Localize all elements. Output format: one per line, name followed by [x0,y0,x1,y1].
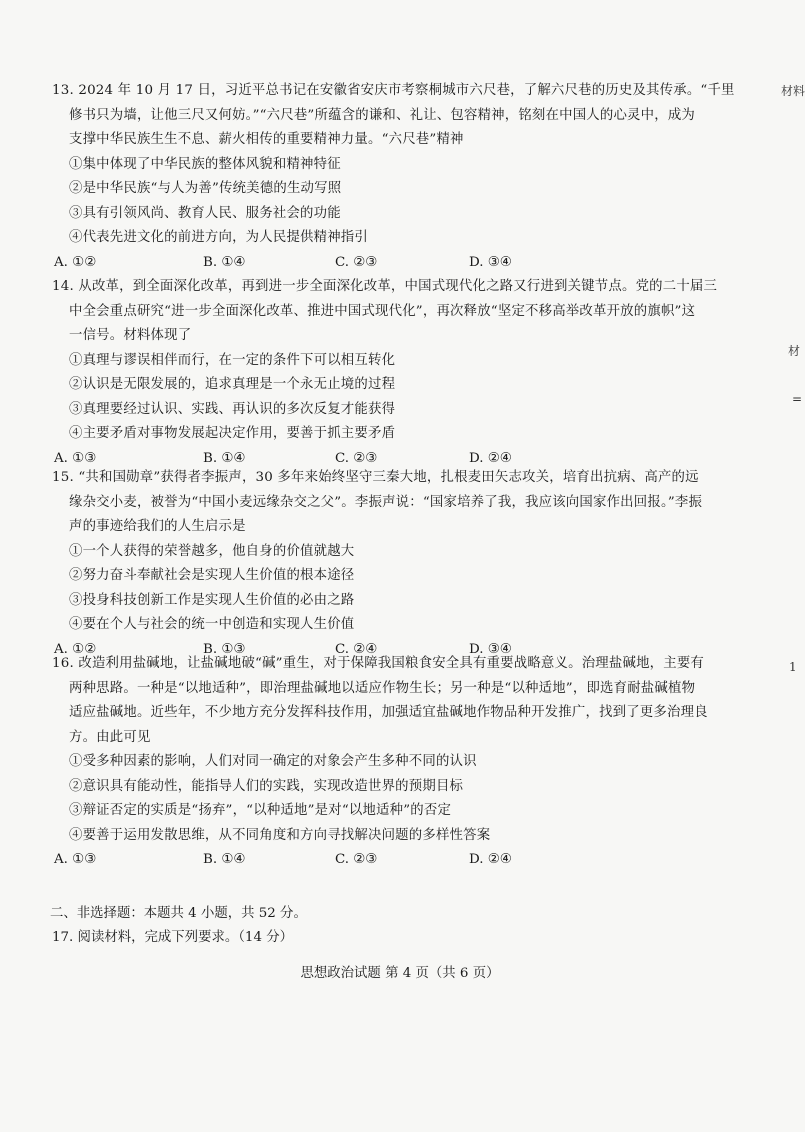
edge-mark-3: = [792,392,803,406]
statement-2: ②努力奋斗奉献社会是实现人生价值的根本途径 [69,568,355,583]
question-13-stem-line-1: 13. 2024 年 10 月 17 日，习近平总书记在安徽省安庆市考察桐城市六尺巷，了解六尺巷的历史及其传承。“千里 [52,83,735,98]
question-16 [52,652,708,873]
statement-1: ①受多种因素的影响，人们对同一确定的对象会产生多种不同的认识 [69,754,477,769]
statement-2: ②是中华民族“与人为善”传统美德的生动写照 [69,181,342,196]
question-17-prompt: 17. 阅读材料，完成下列要求。（14 分） [52,930,294,945]
question-13-stem-line-2: 修书只为墙，让他三尺又何妨。”“六尺巷”所蕴含的谦和、礼让、包容精神，铭刻在中国人的心灵中，成为 [69,107,696,123]
option-d[interactable]: D. ②④ [469,450,512,466]
option-c[interactable]: C. ②③ [335,450,378,466]
option-d[interactable]: D. ②④ [469,852,512,867]
question-15 [52,466,703,662]
statement-4: ④要善于运用发散思维，从不同角度和方向寻找解决问题的多样性答案 [69,827,491,843]
question-14-stem-line-3: 一信号。材料体现了 [69,328,192,343]
statement-2: ②认识是无限发展的，追求真理是一个永无止境的过程 [69,377,396,392]
question-15-stem-line-2: 缘杂交小麦，被誉为“中国小麦远缘杂交之父”。李振声说：“国家培养了我，我应该向国家作出回报。”李振 [69,494,703,510]
option-d[interactable]: D. ③④ [469,641,512,657]
option-c[interactable]: C. ②③ [335,254,378,270]
edge-mark-1: 材料 [781,84,805,98]
answer-options [52,848,692,873]
statement-4: ④主要矛盾对事物发展起决定作用，要善于抓主要矛盾 [69,426,396,441]
option-c[interactable]: C. ②④ [335,641,378,657]
statement-1: ①一个人获得的荣誉越多，他自身的价值就越大 [69,543,355,559]
question-13-stem-line-3: 支撑中华民族生生不息、薪火相传的重要精神力量。“六尺巷”精神 [69,132,464,147]
edge-mark-2: 材 [788,344,801,358]
statement-1: ①真理与谬误相伴而行，在一定的条件下可以相互转化 [69,352,396,368]
statement-1: ①集中体现了中华民族的整体风貌和精神特征 [69,156,341,172]
question-14 [52,275,718,471]
option-b[interactable]: B. ①④ [203,254,246,270]
section-heading: 二、非选择题：本题共 4 小题，共 52 分。 [50,906,307,921]
option-a[interactable]: A. ①② [54,641,97,657]
question-15-stem-line-1: 15. “共和国勋章”获得者李振声，30 多年来始终坚守三秦大地，扎根麦田矢志攻关，培育出抗病、高产的远 [52,470,699,485]
statement-4: ④代表先进文化的前进方向，为人民提供精神指引 [69,230,368,245]
option-b[interactable]: B. ①③ [203,641,246,657]
option-b[interactable]: B. ①④ [203,852,246,867]
question-14-stem-line-1: 14. 从改革，到全面深化改革，再到进一步全面深化改革，中国式现代化之路又行进到关键节点。党的二十届三 [52,279,718,294]
page-footer: 思想政治试题 第 4 页（共 6 页） [300,966,500,981]
question-16-stem-line-4: 方。由此可见 [69,729,151,745]
statement-3: ③具有引领风尚、教育人民、服务社会的功能 [69,205,341,221]
question-16-stem-line-1: 16. 改造利用盐碱地，让盐碱地破“碱”重生，对于保障我国粮食安全具有重要战略意义。治理盐碱地，主要有 [52,656,705,671]
option-a[interactable]: A. ①③ [54,450,97,466]
statement-2: ②意识具有能动性，能指导人们的实践，实现改造世界的预期目标 [69,778,464,794]
question-16-stem-line-3: 适应盐碱地。近些年，不少地方充分发挥科技作用，加强适宜盐碱地作物品种开发推广，找到了更多治理良 [69,705,708,720]
statement-3: ③真理要经过认识、实践、再认识的多次反复才能获得 [69,401,396,417]
question-14-stem-line-2: 中全会重点研究“进一步全面深化改革、推进中国式现代化”，再次释放“坚定不移高举改革开放的旗帜”这 [69,303,696,319]
statement-3: ③投身科技创新工作是实现人生价值的必由之路 [69,592,355,608]
question-16-stem-line-2: 两种思路。一种是“以地适种”，即治理盐碱地以适应作物生长；另一种是“以种适地”，即选育耐盐碱植物 [69,680,696,696]
option-a[interactable]: A. ①③ [54,852,97,867]
statement-3: ③辩证否定的实质是“扬弃”，“以种适地”是对“以地适种”的否定 [69,803,452,818]
option-d[interactable]: D. ③④ [469,254,512,270]
question-13 [52,79,735,275]
option-a[interactable]: A. ①② [54,254,97,270]
statement-4: ④要在个人与社会的统一中创造和实现人生价值 [69,617,355,632]
option-b[interactable]: B. ①④ [203,450,246,466]
answer-options [52,251,692,276]
question-15-stem-line-3: 声的事迹给我们的人生启示是 [69,519,246,534]
option-c[interactable]: C. ②③ [335,852,378,867]
edge-mark-4: 1 [789,660,797,674]
